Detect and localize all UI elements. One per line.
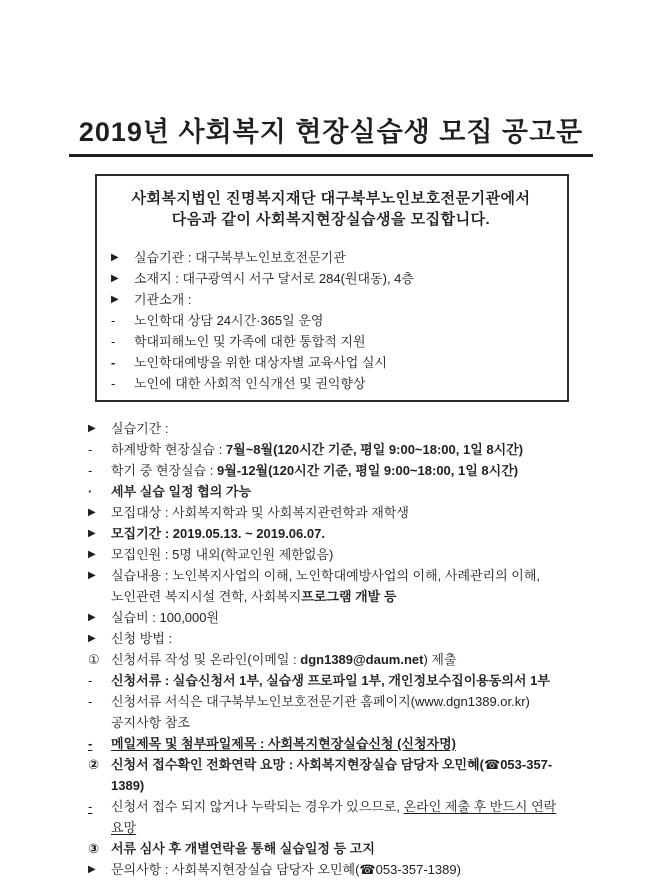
line-text [111,439,582,460]
arrow-bullet-icon: ▶ [88,423,96,434]
body-line [88,691,582,733]
arrow-bullet-icon: ▶ [88,528,96,539]
text-segment: 9월-12월(120시간 기준, 평일 9:00~18:00, 1일 8시간) [216,463,519,478]
line-text [111,460,582,481]
text-segment: 모집인원 : 5명 내외(학교인원 제한없음) [111,547,334,562]
text-segment: 7월~8월(120시간 기준, 평일 9:00~18:00, 1일 8시간) [225,442,524,457]
body-line [88,418,582,439]
line-text [134,331,551,352]
circled-number-bullet: ③ [88,841,100,856]
text-segment: 노인에 대한 사회적 인식개선 및 권익향상 [134,376,366,391]
body-line [88,628,582,649]
circled-number-bullet: ② [88,757,100,772]
info-line [111,331,551,352]
text-segment: 실습내용 : 노인복지사업의 이해, 노인학대예방사업의 이해, 사례관리의 이해, 노인관련 복지시설 견학, 사회복지 [111,568,541,604]
info-line [111,247,551,268]
dash-bullet: - [88,442,93,457]
text-segment: 실습기관 : 대구북부노인보호전문기관 [134,250,346,265]
dash-bullet: - [88,694,93,709]
arrow-bullet-icon: ▶ [111,252,119,263]
line-text [134,373,551,394]
line-text [111,670,582,691]
line-text [134,310,551,331]
line-text [111,502,582,523]
line-text [111,544,582,565]
dash-bullet: - [88,673,93,688]
text-segment: 프로그램 개발 등 [301,589,397,604]
body-line [88,838,582,859]
circled-number-bullet: ① [88,652,100,667]
info-box-heading [111,188,551,230]
line-text [134,352,551,373]
body-line [88,502,582,523]
body-line [88,670,582,691]
info-box-heading-line1: 사회복지법인 진명복지재단 대구북부노인보호전문기관에서 [131,190,531,207]
text-segment: 노인학대예방을 위한 대상자별 교육사업 실시 [134,355,388,370]
dot-bullet: · [88,484,93,499]
line-text [111,481,582,502]
text-segment: 노인학대 상담 24시간·365일 운영 [134,313,324,328]
text-segment: 신청 방법 : [111,631,173,646]
text-segment: 모집대상 : 사회복지학과 및 사회복지관련학과 재학생 [111,505,409,520]
line-text [134,247,551,268]
body-line [88,481,582,502]
arrow-bullet-icon: ▶ [88,549,96,560]
text-segment: 신청서류 : 실습신청서 1부, 실습생 프로파일 1부, 개인정보수집이용동의서 1부 [111,673,550,688]
line-text [111,607,582,628]
text-segment: 소재지 : 대구광역시 서구 달서로 284(원대동), 4층 [134,271,414,286]
body-line [88,859,582,880]
text-segment: 문의사항 : 사회복지현장실습 담당자 오민혜(☎053-357-1389) [111,862,461,877]
text-segment: 학대피해노인 및 가족에 대한 통합적 지원 [134,334,366,349]
arrow-bullet-icon: ▶ [88,633,96,644]
document-title: 2019년 사회복지 현장실습생 모집 공고문 [69,110,593,157]
body-text-section [88,418,582,880]
line-text [111,418,582,439]
line-text [134,268,551,289]
arrow-bullet-icon: ▶ [88,507,96,518]
info-line [111,373,551,394]
arrow-bullet-icon: ▶ [88,612,96,623]
dash-bullet: - [88,799,93,814]
body-line [88,565,582,607]
text-segment: dgn1389@daum.net [300,652,424,667]
arrow-bullet-icon: ▶ [88,570,96,581]
text-segment: 실습기간 : [111,421,169,436]
line-text [111,796,582,838]
text-segment: 서류 심사 후 개별연락을 통해 실습일정 등 고지 [111,841,375,856]
text-segment: 하계방학 현장실습 : [111,442,226,457]
institution-info-box [95,174,569,402]
line-text [111,859,582,880]
arrow-bullet-icon: ▶ [111,273,119,284]
line-text [134,289,551,310]
info-box-lines [111,247,551,394]
line-text [111,523,582,544]
body-line [88,733,582,754]
dash-bullet: - [88,463,93,478]
info-line [111,289,551,310]
text-segment: 신청서류 서식은 대구북부노인보호전문기관 홈페이지(www.dgn1389.or.kr) 공지사항 참조 [111,694,530,730]
text-segment: 신청서 접수확인 전화연락 요망 : 사회복지현장실습 담당자 오민혜(☎053-357-1389) [111,757,553,793]
text-segment: 온라인 제출 후 반드시 연락 요망 [111,799,557,835]
body-line [88,796,582,838]
text-segment: 세부 실습 일정 협의 가능 [111,484,252,499]
arrow-bullet-icon: ▶ [88,864,96,875]
text-segment: ) 제출 [423,652,457,667]
text-segment: 학기 중 현장실습 : [111,463,217,478]
text-segment: 모집기간 : 2019.05.13. ~ 2019.06.07. [111,526,325,541]
line-text [111,628,582,649]
line-text [111,733,582,754]
body-line [88,523,582,544]
text-segment: 신청서 접수 되지 않거나 누락되는 경우가 있으므로, [111,799,404,814]
info-line [111,310,551,331]
dash-bullet: - [111,334,116,349]
dash-bullet: - [88,736,93,751]
text-segment: 실습비 : 100,000원 [111,610,220,625]
body-line [88,460,582,481]
dash-bullet: - [111,355,116,370]
body-line [88,649,582,670]
text-segment: 메일제목 및 첨부파일제목 : 사회복지현장실습신청 (신청자명) [111,736,456,751]
info-line [111,352,551,373]
body-line [88,607,582,628]
info-line [111,268,551,289]
text-segment: 기관소개 : [134,292,192,307]
body-line [88,754,582,796]
body-line [88,439,582,460]
info-box-heading-line2: 다음과 같이 사회복지현장실습생을 모집합니다. [171,211,491,228]
arrow-bullet-icon: ▶ [111,294,119,305]
dash-bullet: - [111,313,116,328]
line-text [111,691,582,733]
line-text [111,838,582,859]
line-text [111,754,582,796]
line-text [111,649,582,670]
dash-bullet: - [111,376,116,391]
line-text [111,565,582,607]
text-segment: 신청서류 작성 및 온라인(이메일 : [111,652,301,667]
title-area [0,0,662,157]
body-line [88,544,582,565]
